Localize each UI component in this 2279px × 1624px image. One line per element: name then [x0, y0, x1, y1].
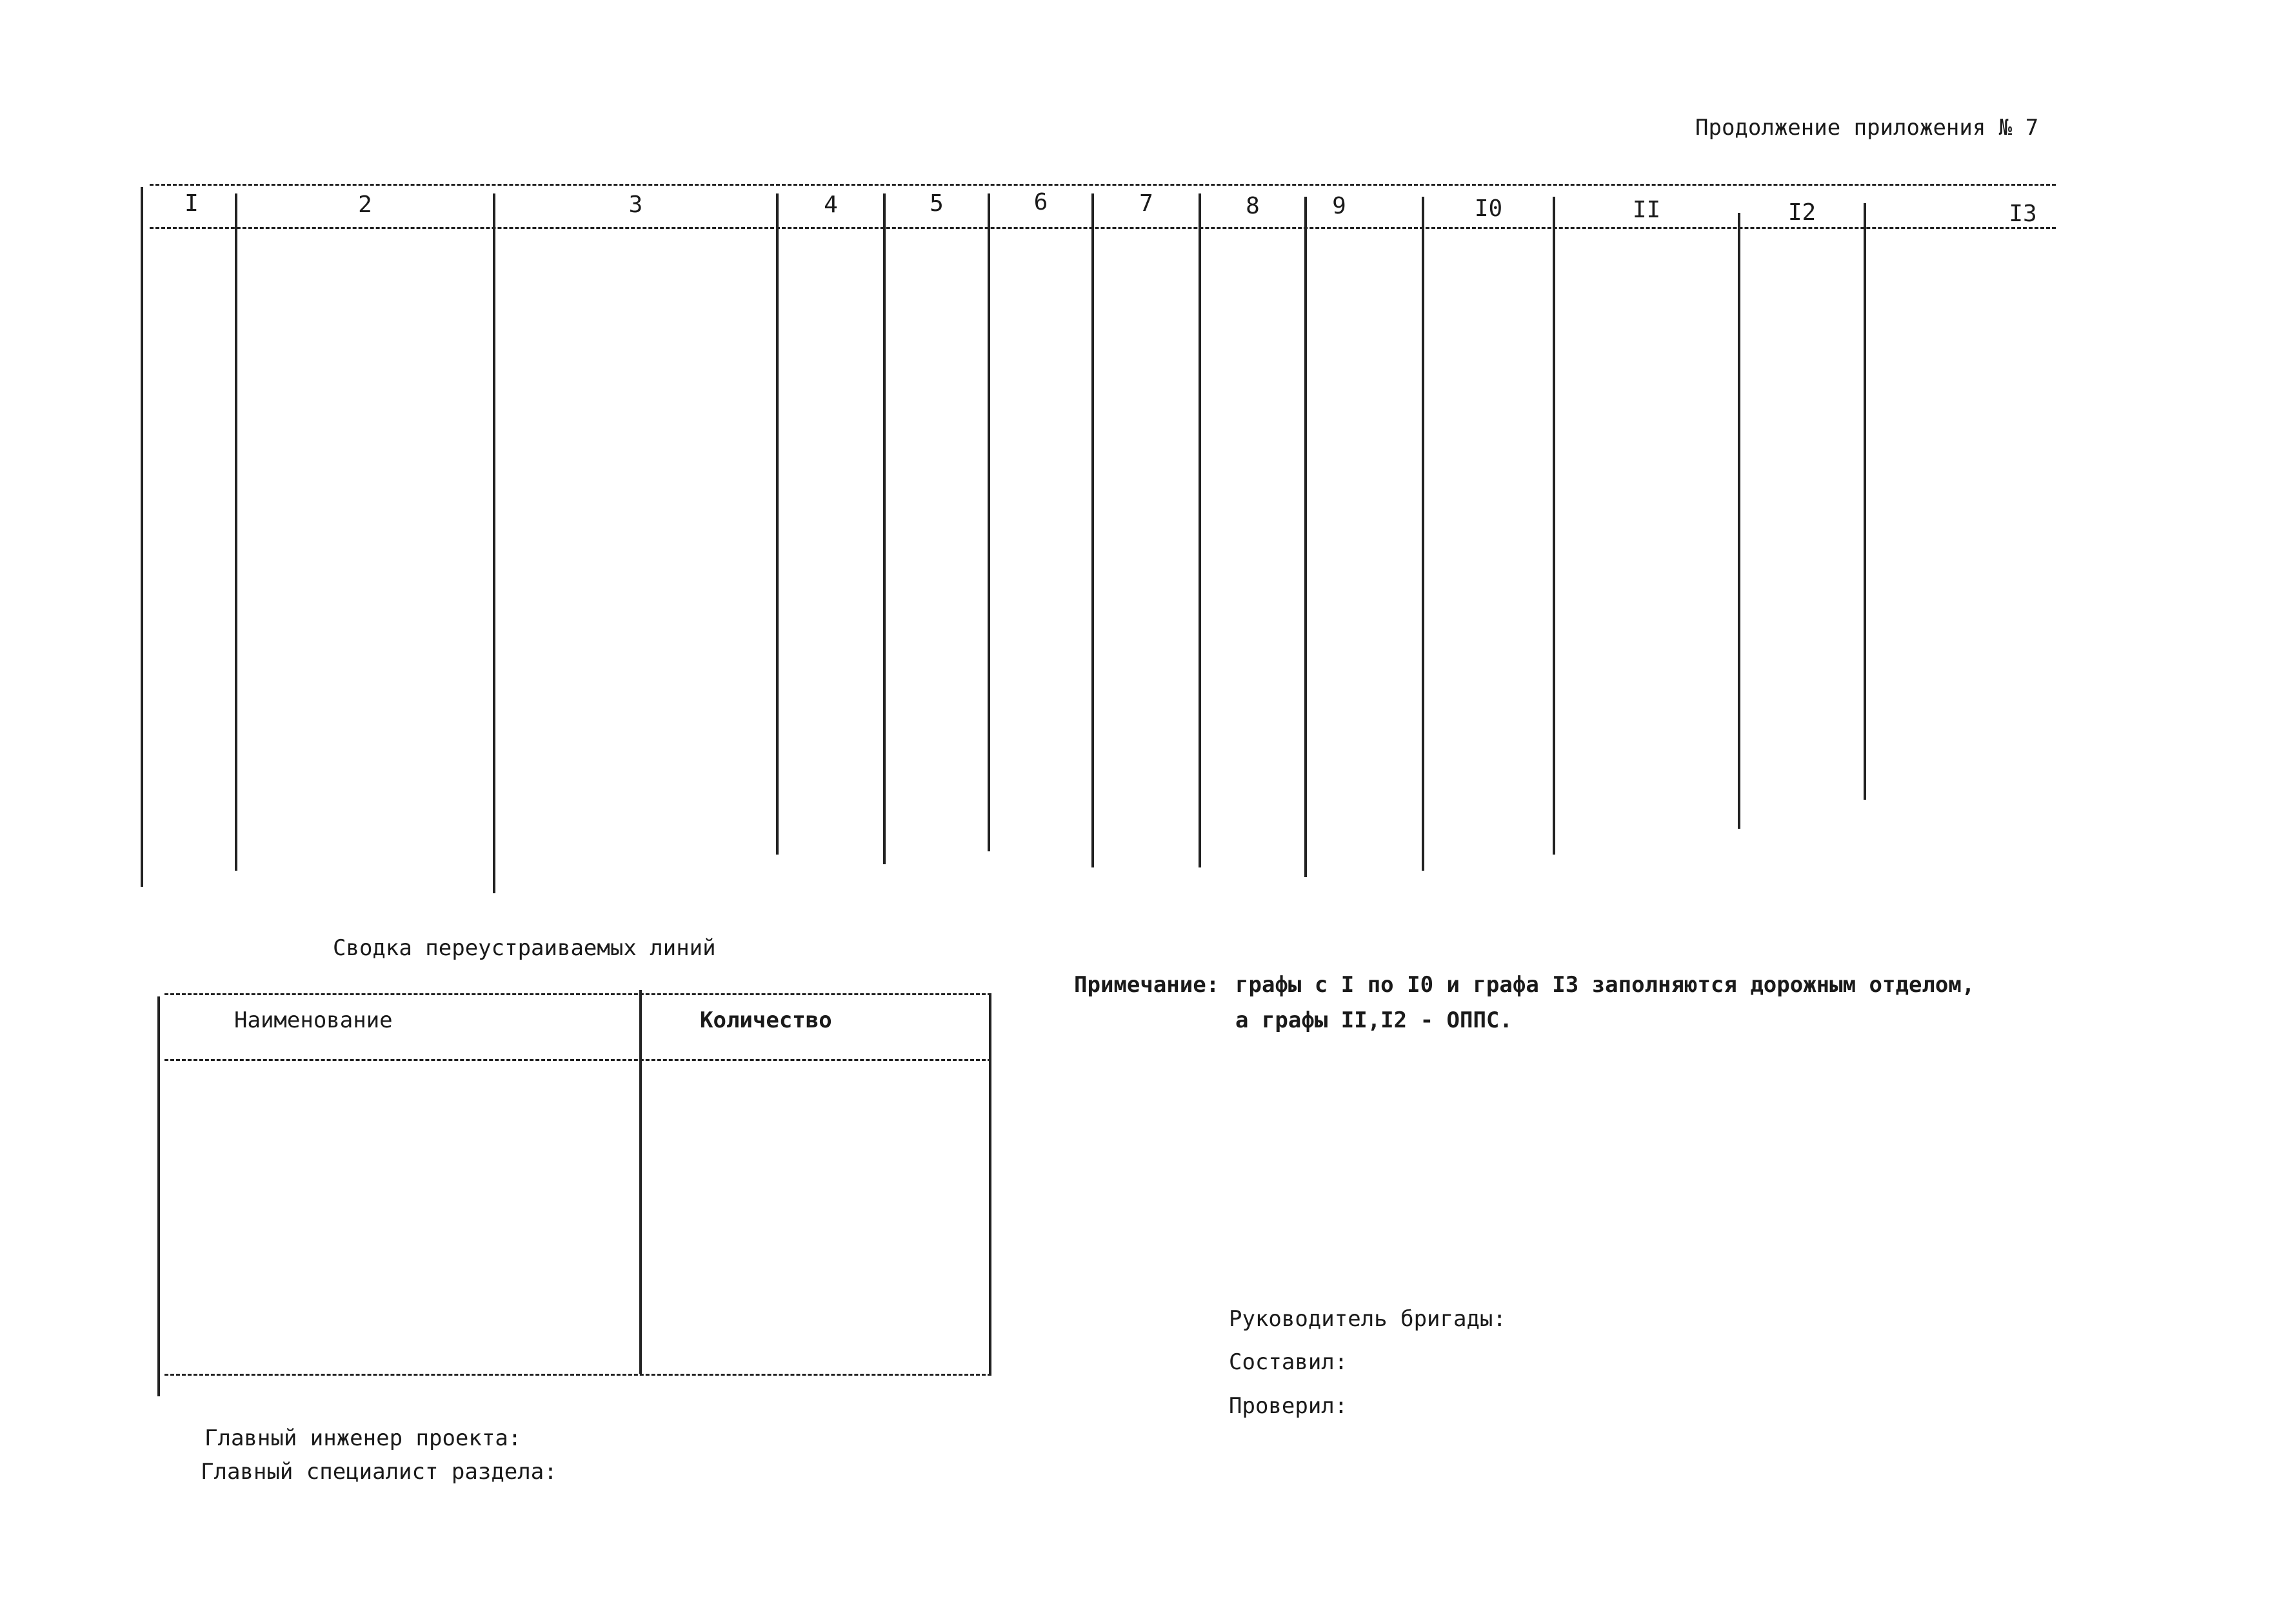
- column-separator: [1422, 197, 1424, 871]
- column-number: 4: [824, 192, 838, 218]
- column-number: 2: [358, 192, 372, 218]
- column-separator: [1091, 193, 1094, 867]
- note-label: Примечание:: [1074, 972, 1220, 998]
- column-number: I0: [1474, 195, 1503, 222]
- column-number: I3: [2009, 201, 2037, 227]
- column-number: I2: [1787, 199, 1816, 226]
- summary-table-right-border: [989, 993, 991, 1374]
- note-line-1: графы с I по I0 и графа I3 заполняются дорожным отделом,: [1235, 972, 1975, 998]
- signature-chief-specialist: Главный специалист раздела:: [201, 1459, 557, 1485]
- signature-compiled: Составил:: [1229, 1349, 1348, 1375]
- column-separator: [1738, 213, 1740, 829]
- column-separator: [988, 193, 990, 851]
- column-number: 6: [1033, 189, 1048, 215]
- column-separator: [883, 193, 886, 864]
- column-number: 3: [628, 192, 643, 218]
- summary-title: Сводка переустраиваемых линий: [333, 935, 716, 961]
- summary-table-header-border: [164, 1059, 991, 1061]
- summary-table-left-border: [157, 996, 160, 1396]
- signature-team-lead: Руководитель бригады:: [1229, 1306, 1506, 1332]
- column-separator: [776, 193, 779, 855]
- signature-chief-engineer: Главный инженер проекта:: [204, 1425, 522, 1451]
- column-number: 5: [930, 190, 944, 217]
- column-number: 9: [1332, 193, 1346, 219]
- signature-checked: Проверил:: [1229, 1393, 1348, 1419]
- continuation-header: Продолжение приложения № 7: [1695, 115, 2039, 141]
- column-number: 7: [1139, 190, 1153, 217]
- summary-table-separator: [639, 990, 642, 1374]
- column-separator: [493, 193, 495, 893]
- column-number: 8: [1246, 193, 1260, 219]
- column-separator: [1553, 197, 1555, 855]
- column-separator: [1304, 197, 1307, 877]
- summary-column-quantity-header: Количество: [700, 1007, 832, 1033]
- column-number: I: [184, 190, 199, 217]
- note-line-2: а графы II,I2 - ОППС.: [1235, 1007, 1513, 1033]
- main-table-left-border: [141, 187, 143, 887]
- summary-table-top-border: [164, 993, 991, 995]
- summary-table-bottom-border: [164, 1374, 991, 1376]
- column-number: II: [1632, 197, 1661, 223]
- column-separator: [1199, 193, 1201, 867]
- column-separator: [235, 193, 237, 871]
- column-separator: [1864, 203, 1866, 800]
- summary-column-name-header: Наименование: [234, 1007, 393, 1033]
- main-table-header-border: [150, 227, 2056, 229]
- main-table-top-border: [150, 184, 2056, 186]
